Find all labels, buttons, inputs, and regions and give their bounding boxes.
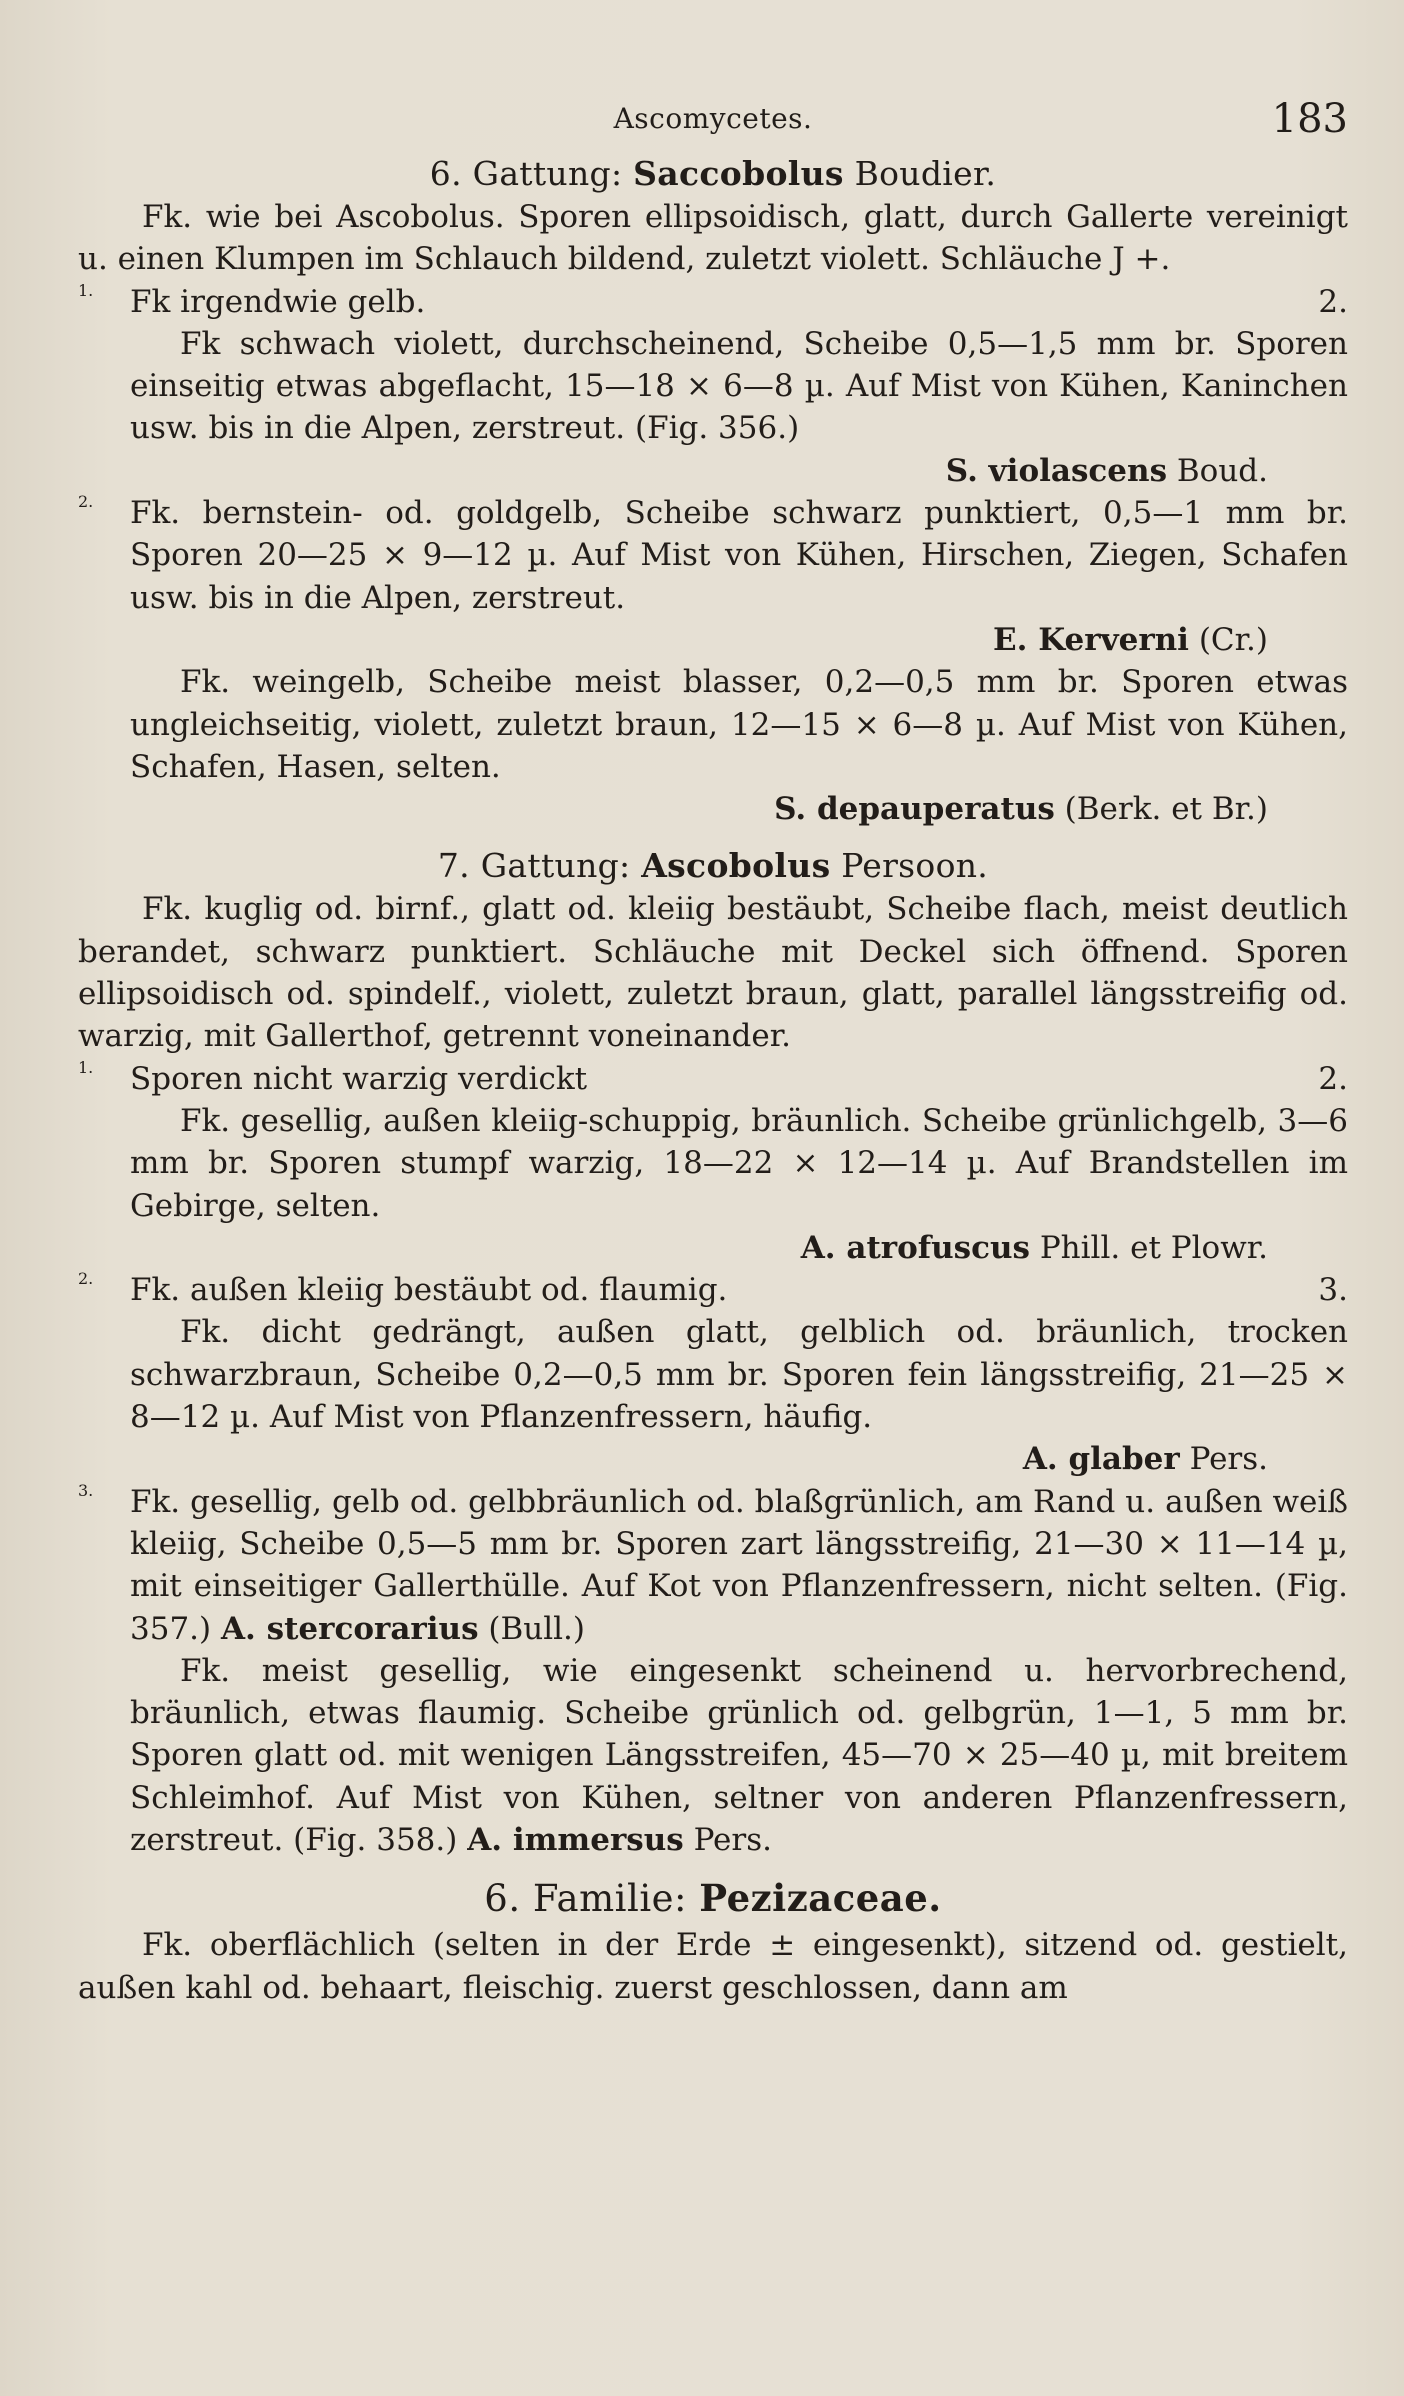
genus-author: Persoon. [830,846,989,886]
species-author: Pers. [1179,1441,1268,1478]
key-text: Fk irgendwie gelb. [130,283,426,320]
key-alternative: Fk schwach violett, durchscheinend, Scheibe 0,5—1,5 mm br. Sporen einseitig etwas abgeflacht, 15—18 × 6—8 µ. Auf Mist von Kühen, Kaninchen usw. bis in die Alpen, zerstreut. (Fig. 356.) [130,325,1348,447]
page-header [78,92,1348,152]
running-title: Ascomycetes. [613,102,813,135]
key-reference: 3. [1318,1272,1348,1309]
key-entry-2 [78,1269,1348,1311]
species-author: Phill. et Plowr. [1029,1229,1268,1266]
key-text: Fk. gesellig, gelb od. gelbbräunlich od. blaßgrünlich, am Rand u. außen weiß kleiig, Scheibe 0,5—5 mm br. Sporen zart längsstreifig, 21—30 × 11—14 µ, mit einseitiger Gallerthülle. Auf Kot von Pflanzenfressern, nicht selten. (Fig. 357.) [130,1483,1348,1647]
species-binomial: E. Kerverni [993,621,1189,658]
genus-name: Ascobolus [641,846,831,886]
genus-heading-ascobolus [78,844,1348,888]
key-number: 2. [78,1269,94,1289]
key-entry-1 [78,1058,1348,1100]
key-number: 1. [78,1057,94,1077]
page-content [78,92,1348,2009]
page-number: 183 [1271,96,1348,142]
species-name [78,1438,1348,1480]
key-text: Sporen nicht warzig verdickt [130,1060,588,1097]
family-name: Pezizaceae. [699,1876,942,1921]
species-binomial: S. depauperatus [774,791,1055,828]
species-name [78,450,1348,492]
family-heading-pezizaceae [78,1873,1348,1924]
heading-prefix: 7. Gattung: [437,846,642,886]
species-author: (Cr.) [1188,621,1268,658]
key-entry-1 [78,281,1348,323]
species-name [78,1227,1348,1269]
heading-prefix: 6. Gattung: [429,154,634,193]
key-alternative [78,1650,1348,1861]
genus-heading-saccobolus [78,152,1348,196]
species-author: (Bull.) [478,1610,586,1647]
heading-prefix: 6. Familie: [484,1877,700,1921]
species-binomial: A. stercorarius [220,1610,479,1647]
key-number: 1. [78,280,94,300]
key-entry-3 [78,1481,1348,1650]
key-text: Fk. außen kleiig bestäubt od. flaumig. [130,1272,728,1309]
genus-author: Boudier. [843,154,997,193]
key-alternative: Fk. weingelb, Scheibe meist blasser, 0,2—0,5 mm br. Sporen etwas ungleichseitig, violett, zuletzt braun, 12—15 × 6—8 µ. Auf Mist von Kühen, Schafen, Hasen, selten. [130,664,1348,785]
species-binomial: A. atrofuscus [800,1229,1030,1266]
key-reference: 2. [1318,283,1348,320]
species-author: Pers. [683,1821,772,1858]
key-entry-2 [78,492,1348,619]
species-binomial: A. glaber [1022,1441,1180,1478]
key-text-with-species [130,1481,1348,1650]
genus-description: Fk. kuglig od. birnf., glatt od. kleiig bestäubt, Scheibe flach, meist deutlich berandet, schwarz punktiert. Schläuche mit Deckel sich öffnend. Sporen ellipsoidisch od. spindelf., violett, zuletzt braun, glatt, parallel längsstreifig od. warzig, mit Gallerthof, getrennt voneinander. [78,891,1348,1055]
family-description: Fk. oberflächlich (selten in der Erde ± eingesenkt), sitzend od. gestielt, außen kahl od. behaart, fleischig. zuerst geschlossen, dann am [78,1927,1348,2006]
species-name [78,619,1348,661]
key-text: Fk. bernstein- od. goldgelb, Scheibe schwarz punktiert, 0,5—1 mm br. Sporen 20—25 × 9—12 µ. Auf Mist von Kühen, Hirschen, Ziegen, Schafen usw. bis in die Alpen, zerstreut. [130,495,1348,616]
genus-description: Fk. wie bei Ascobolus. Sporen ellipsoidisch, glatt, durch Gallerte vereinigt u. einen Klumpen im Schlauch bildend, zuletzt violett. Schläuche J +. [78,199,1348,278]
genus-name: Saccobolus [633,154,844,193]
species-author: (Berk. et Br.) [1054,791,1268,828]
key-number: 2. [78,492,94,512]
species-author: Boud. [1167,452,1268,489]
species-binomial: S. violascens [945,452,1168,489]
key-number: 3. [78,1480,94,1500]
key-alternative-text: Fk. meist gesellig, wie eingesenkt scheinend u. hervorbrechend, bräunlich, etwas flaumig. Scheibe grünlich od. gelbgrün, 1—1, 5 mm br. Sporen glatt od. mit wenigen Längsstreifen, 45—70 × 25—40 µ, mit breitem Schleimhof. Auf Mist von Kühen, seltner von anderen Pflanzenfressern, zerstreut. (Fig. 358.) [130,1652,1348,1858]
key-alternative: Fk. dicht gedrängt, außen glatt, gelblich od. bräunlich, trocken schwarzbraun, Scheibe 0,2—0,5 mm br. Sporen fein längsstreifig, 21—25 × 8—12 µ. Auf Mist von Pflanzenfressern, häufig. [130,1314,1348,1436]
species-name [78,788,1348,830]
species-binomial: A. immersus [467,1821,684,1858]
key-reference: 2. [1318,1060,1348,1097]
key-alternative: Fk. gesellig, außen kleiig-schuppig, bräunlich. Scheibe grünlichgelb, 3—6 mm br. Sporen stumpf warzig, 18—22 × 12—14 µ. Auf Brandstellen im Gebirge, selten. [130,1102,1348,1224]
